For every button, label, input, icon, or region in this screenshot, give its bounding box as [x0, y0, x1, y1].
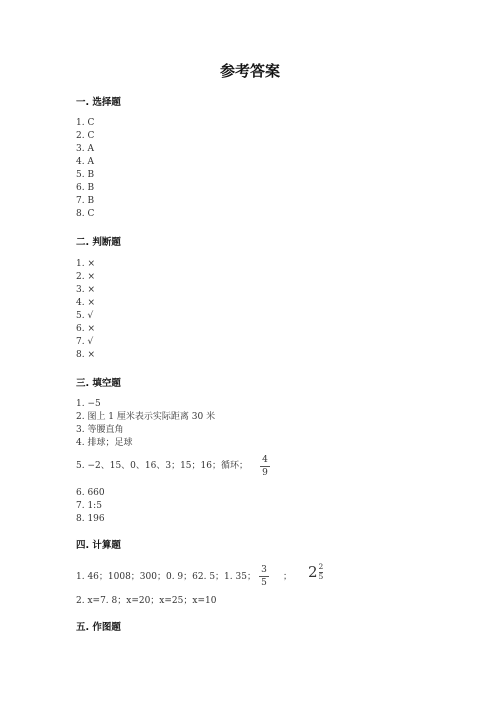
section-heading-draw: 五. 作图题	[76, 622, 121, 633]
calc-answer-1-mixed-number	[308, 563, 323, 581]
choice-answer-1: 1. C	[76, 118, 95, 128]
fill-answer-8: 8. 196	[76, 514, 105, 524]
fill-answer-2: 2. 图上 1 厘米表示实际距离 30 米	[76, 412, 216, 422]
mixed-numerator: 2	[318, 562, 324, 571]
judge-answer-5: 5. √	[76, 311, 94, 321]
section-heading-judge: 二. 判断题	[76, 237, 121, 248]
choice-answer-2: 2. C	[76, 131, 95, 141]
mixed-denominator: 5	[318, 572, 324, 581]
calc-answer-1: 1. 46；1008；300；0. 9；62. 5；1. 35；	[76, 572, 256, 582]
section-heading-choice: 一. 选择题	[76, 97, 121, 108]
choice-answer-8: 8. C	[76, 209, 95, 219]
fraction-bar	[260, 466, 270, 467]
section-heading-fill: 三. 填空题	[76, 378, 121, 389]
fill-answer-3: 3. 等腰直角	[76, 425, 124, 435]
judge-answer-3: 3. ×	[76, 285, 95, 295]
choice-answer-5: 5. B	[76, 170, 95, 180]
fill-answer-4: 4. 排球；足球	[76, 438, 133, 448]
fill-answer-5-fraction	[260, 455, 270, 478]
choice-answer-3: 3. A	[76, 144, 94, 154]
judge-answer-4: 4. ×	[76, 298, 95, 308]
choice-answer-6: 6. B	[76, 183, 95, 193]
judge-answer-2: 2. ×	[76, 272, 95, 282]
calc-answer-1-fraction	[259, 565, 269, 588]
fraction-denominator: 9	[262, 468, 268, 478]
mixed-fraction	[319, 563, 324, 581]
mixed-whole: 2	[308, 563, 318, 581]
judge-answer-7: 7. √	[76, 337, 94, 347]
fill-answer-1: 1. −5	[76, 399, 101, 409]
judge-answer-1: 1. ×	[76, 259, 95, 269]
fill-answer-6: 6. 660	[76, 488, 105, 498]
calc-answer-1-separator: ；	[283, 572, 293, 582]
fill-answer-7: 7. 1:5	[76, 501, 102, 511]
fraction-numerator: 4	[262, 455, 268, 465]
choice-answer-7: 7. B	[76, 196, 95, 206]
judge-answer-6: 6. ×	[76, 324, 95, 334]
page-title: 参考答案	[219, 62, 280, 80]
choice-answer-4: 4. A	[76, 157, 94, 167]
fill-answer-5: 5. −2、15、0、16、3；15；16；循环；	[76, 461, 248, 471]
section-heading-calc: 四. 计算题	[76, 540, 121, 551]
judge-answer-8: 8. ×	[76, 350, 95, 360]
fraction-denominator: 5	[261, 578, 267, 588]
fraction-numerator: 3	[261, 565, 267, 575]
fraction-bar	[259, 576, 269, 577]
calc-answer-2: 2. x=7. 8；x=20；x=25；x=10	[76, 596, 217, 606]
